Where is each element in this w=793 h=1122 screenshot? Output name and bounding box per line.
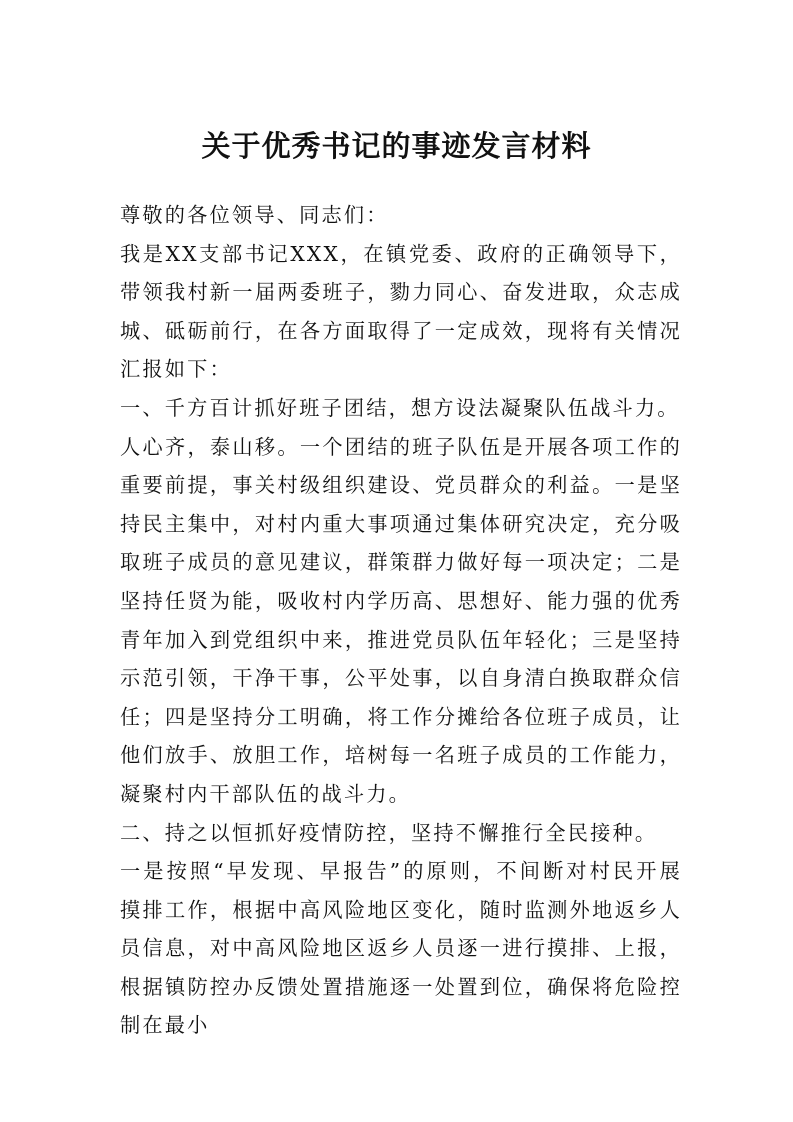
salutation-paragraph: 尊敬的各位领导、同志们：	[120, 203, 389, 227]
document-title: 关于优秀书记的事迹发言材料	[201, 129, 592, 163]
intro-paragraph: 我是XX支部书记XXX，在镇党委、政府的正确领导下，带领我村新一届两委班子，勠力同心、奋发进取，众志成城、砥砺前行，在各方面取得了一定成效，现将有关情况汇报如下：	[120, 241, 682, 382]
document-body	[120, 196, 682, 1045]
section-heading-1: 一、千方百计抓好班子团结，想方设法凝聚队伍战斗力。	[120, 395, 680, 420]
section-heading-2: 二、持之以恒抓好疫情防控，坚持不懈推行全民接种。	[120, 820, 658, 845]
section-body-1: 人心齐，泰山移。一个团结的班子队伍是开展各项工作的重要前提，事关村级组织建设、党员群众的利益。一是坚持民主集中，对村内重大事项通过集体研究决定，充分吸取班子成员的意见建议，群策群力做好每一项决定；二是坚持任贤为能，吸收村内学历高、思想好、能力强的优秀青年加入到党组织中来，推进党员队伍年轻化；三是坚持示范引领，干净干事，公平处事，以自身清白换取群众信任；四是坚持分工明确，将工作分摊给各位班子成员，让他们放手、放胆工作，培树每一名班子成员的工作能力，凝聚村内干部队伍的战斗力。	[120, 434, 682, 806]
section-body-2: 一是按照“早发现、早报告”的原则，不间断对村民开展摸排工作，根据中高风险地区变化，随时监测外地返乡人员信息，对中高风险地区返乡人员逐一进行摸排、上报，根据镇防控办反馈处置措施逐一处置到位，确保将危险控制在最小	[120, 859, 682, 1038]
